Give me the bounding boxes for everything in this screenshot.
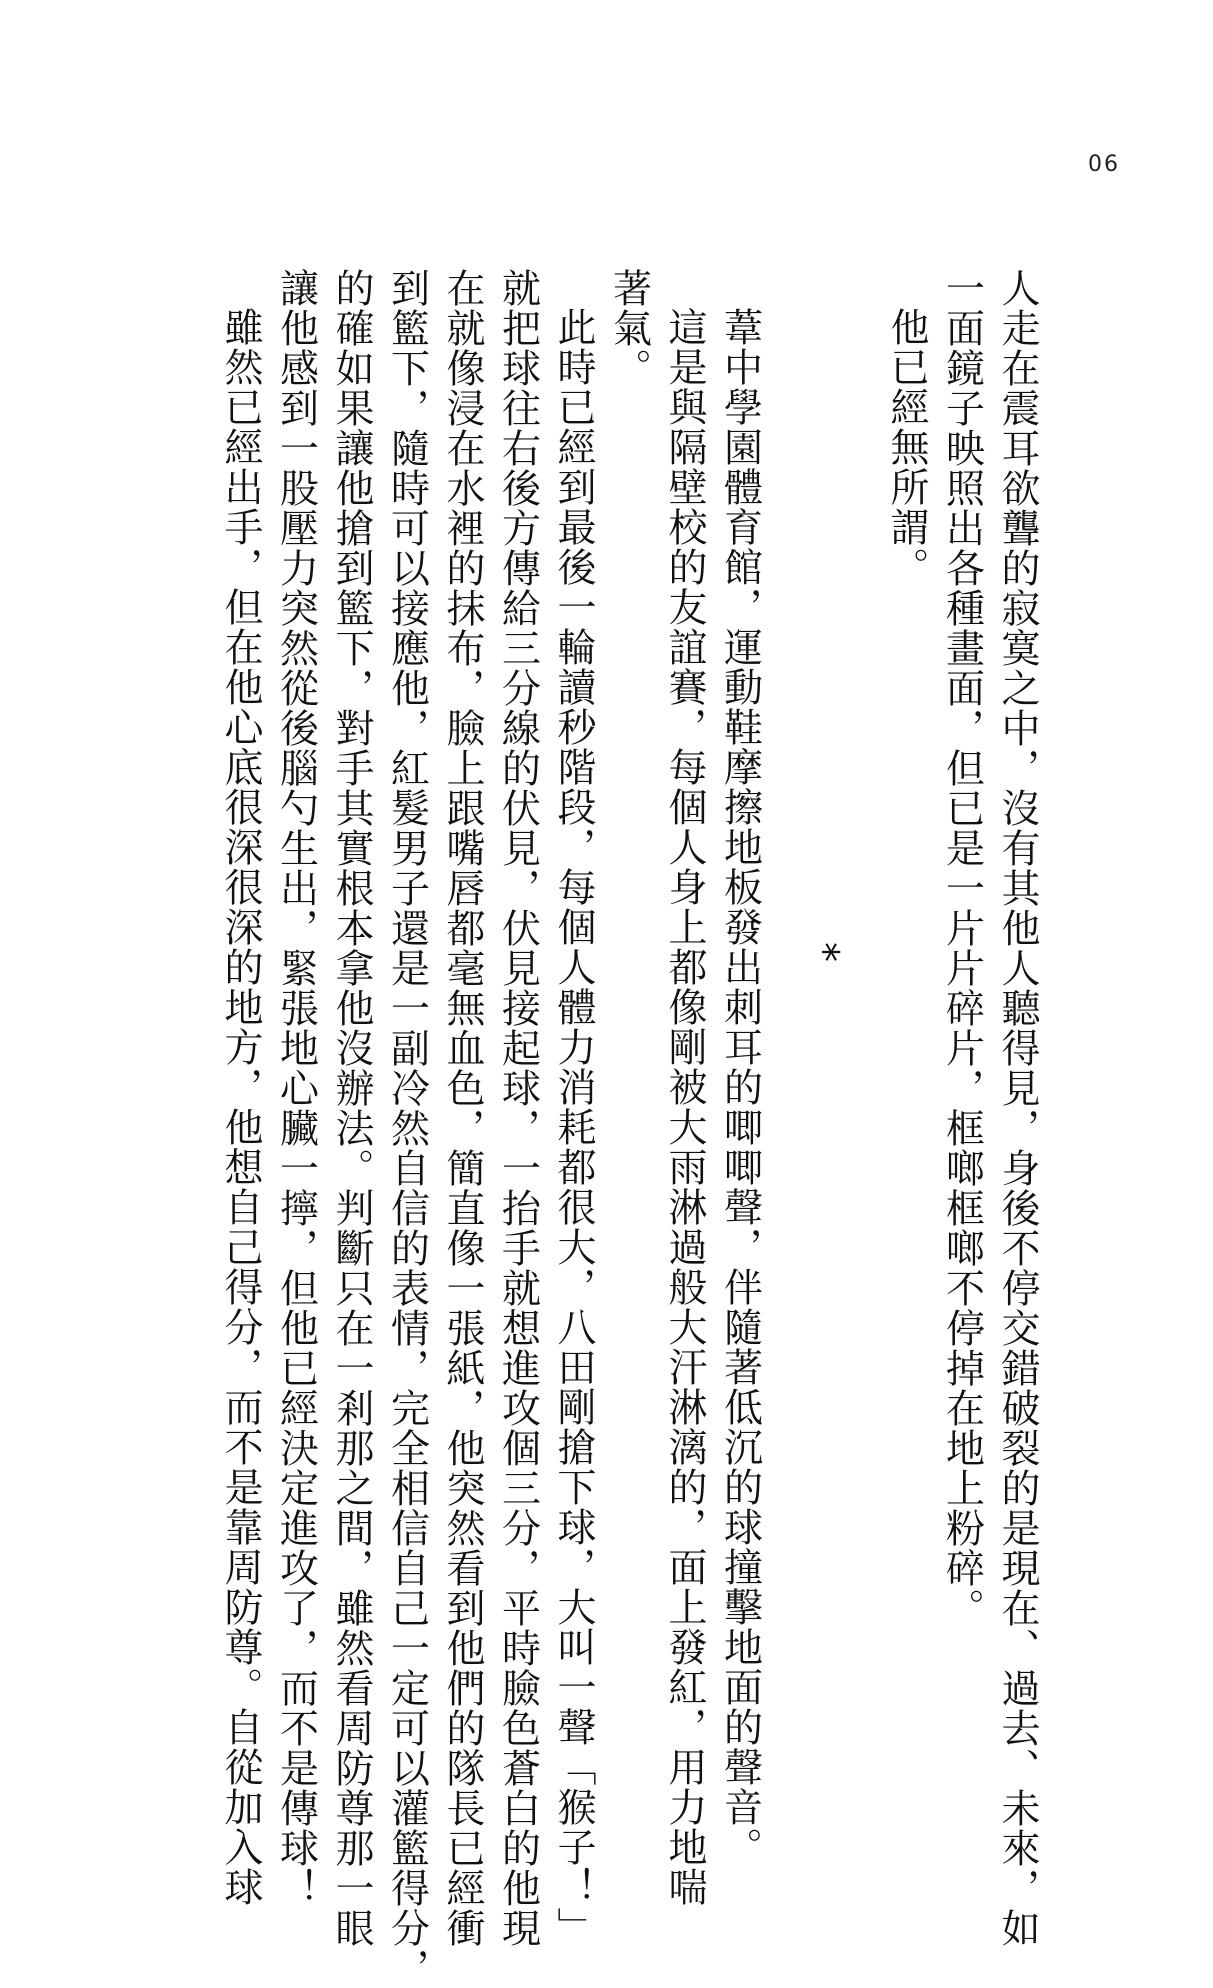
vertical-text-body <box>213 268 1046 1988</box>
text-column: 的確如果讓他搶到籃下，對手其實根本拿他沒辦法。判斷只在一剎那之間，雖然看周防尊那一眼 <box>329 268 374 1948</box>
text-column: 他已經無所謂。 <box>884 307 929 587</box>
text-column: 讓他感到一股壓力突然從後腦勺生出，緊張地心臟一擰，但他已經決定進攻了，而不是傳球！ <box>273 268 319 1908</box>
text-column: 在就像浸在水裡的抹布，臉上跟嘴唇都毫無血色，簡直像一張紙，他突然看到他們的隊長已經衝 <box>440 268 485 1948</box>
text-column: 人走在震耳欲聾的寂寞之中，沒有其他人聽得見，身後不停交錯破裂的是現在、過去、未來，如 <box>995 268 1040 1948</box>
text-column: 這是與隔壁校的友誼賽，每個人身上都像剛被大雨淋過般大汗淋漓的，面上發紅，用力地喘 <box>662 307 707 1907</box>
text-column: 一面鏡子映照出各種畫面，但已是一片片碎片，框啷框啷不停掉在地上粉碎。 <box>939 268 985 1628</box>
text-column: 就把球往右後方傳給三分線的伏見，伏見接起球，一抬手就想進攻個三分，平時臉色蒼白的他現 <box>495 268 541 1948</box>
section-separator: * <box>800 941 847 963</box>
text-column: 著氣。 <box>606 268 652 388</box>
text-column: 此時已經到最後一輪讀秒階段，每個人體力消耗都很大，八田剛搶下球，大叫一聲「猴子！」 <box>551 307 596 1947</box>
text-column: 葦中學園體育館，運動鞋摩擦地板發出刺耳的唧唧聲，伴隨著低沉的球撞擊地面的聲音。 <box>717 307 763 1867</box>
page-number: 06 <box>1088 152 1120 177</box>
text-column: 雖然已經出手，但在他心底很深很深的地方，他想自己得分，而不是靠周防尊。自從加入球 <box>218 307 263 1907</box>
text-column: 到籃下，隨時可以接應他，紅髮男子還是一副冷然自信的表情，完全相信自己一定可以灌籃得分， <box>384 268 430 1988</box>
